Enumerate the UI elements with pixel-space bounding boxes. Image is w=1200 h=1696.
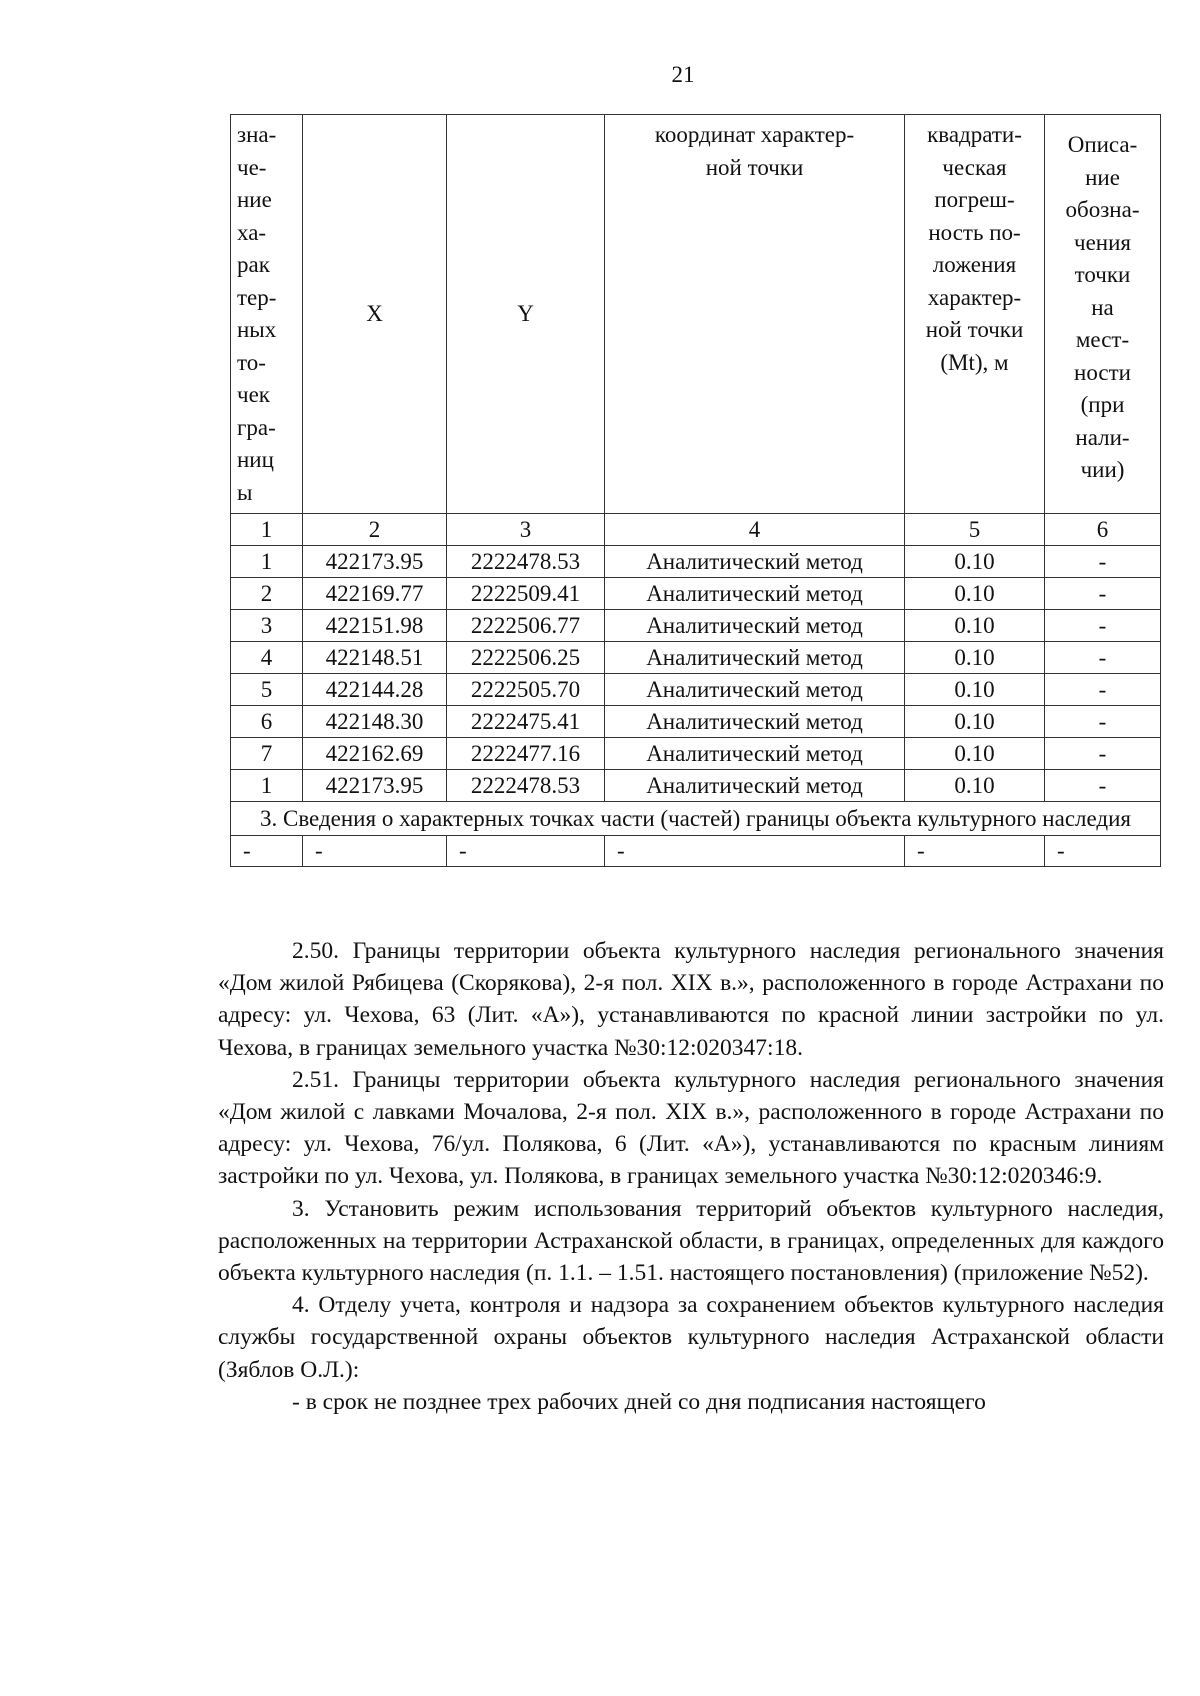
paragraph-2-51: 2.51. Границы территории объекта культурного наследия регионального значения «Дом жилой с лавками Мочалова, 2-я пол. XIX в.», расположенного в городе Астрахани по адресу: ул. Чехова, 76/ул. Полякова, 6 (Лит. «А»), устанавливаются по красным линиям застройки по ул. Чехова, ул. Полякова, в границах земельного участка №30:12:020346:9. (218, 1066, 1164, 1190)
header-cell-description: Описа- ние обозна- чения точки на мест- ности (при нали- чии) (1045, 115, 1161, 514)
method: Аналитический метод (605, 738, 905, 770)
y-coordinate: 2222509.41 (447, 578, 605, 610)
table-row (231, 578, 1161, 610)
header-cell-method: координат характер- ной точки (605, 115, 905, 514)
point-number: 1 (231, 546, 303, 578)
column-number: 3 (447, 514, 605, 546)
table-row (231, 706, 1161, 738)
paragraph-2-50: 2.50. Границы территории объекта культурного наследия регионального значения «Дом жилой Рябицева (Скорякова), 2-я пол. XIX в.», расположенного в городе Астрахани по адресу: ул. Чехова, 63 (Лит. «А»), устанавливаются по красной линии застройки по ул. Чехова, в границах земельного участка №30:12:020347:18. (218, 938, 1164, 1061)
coordinates-table-container (230, 114, 1160, 867)
accuracy: 0.10 (905, 546, 1045, 578)
description: - (1045, 770, 1161, 802)
header-cell-accuracy: квадрати- ческая погреш- ность по- ложения характер- ной точки (Mt), м (905, 115, 1045, 514)
empty-data-row (231, 836, 1161, 867)
column-number: 5 (905, 514, 1045, 546)
x-coordinate: 422144.28 (303, 674, 447, 706)
table-row (231, 642, 1161, 674)
table-row (231, 546, 1161, 578)
empty-cell: - (231, 836, 303, 867)
paragraph-4-item: - в срок не позднее трех рабочих дней со дня подписания настоящего (292, 1388, 986, 1415)
empty-cell: - (905, 836, 1045, 867)
point-number: 2 (231, 578, 303, 610)
coordinates-table (230, 114, 1161, 867)
method: Аналитический метод (605, 610, 905, 642)
method: Аналитический метод (605, 674, 905, 706)
point-number: 3 (231, 610, 303, 642)
empty-cell: - (605, 836, 905, 867)
paragraph-4: 4. Отделу учета, контроля и надзора за сохранением объектов культурного наследия службы государственной охраны объектов культурного наследия Астраханской области (Зяблов О.Л.): (218, 1292, 1164, 1383)
table-header-row (231, 115, 1161, 514)
paragraph-3: 3. Установить режим использования территорий объектов культурного наследия, расположенных на территории Астраханской области, в границах, определенных для каждого объекта культурного наследия (п. 1.1. – 1.51. настоящего постановления) (приложение №52). (218, 1195, 1164, 1287)
y-coordinate: 2222475.41 (447, 706, 605, 738)
header-cell-x: X (303, 115, 447, 514)
accuracy: 0.10 (905, 674, 1045, 706)
x-coordinate: 422148.51 (303, 642, 447, 674)
y-coordinate: 2222477.16 (447, 738, 605, 770)
table-row (231, 770, 1161, 802)
x-coordinate: 422173.95 (303, 546, 447, 578)
table-row (231, 674, 1161, 706)
y-coordinate: 2222478.53 (447, 546, 605, 578)
column-number: 2 (303, 514, 447, 546)
header-cell-point-designation: зна- че- ние ха- рак тер- ных то- чек гра- ниц ы (231, 115, 303, 514)
y-coordinate: 2222506.77 (447, 610, 605, 642)
method: Аналитический метод (605, 770, 905, 802)
column-number-row (231, 514, 1161, 546)
empty-cell: - (1045, 836, 1161, 867)
method: Аналитический метод (605, 706, 905, 738)
section-title: 3. Сведения о характерных точках части (частей) границы объекта культурного наследия (231, 802, 1161, 836)
accuracy: 0.10 (905, 770, 1045, 802)
y-coordinate: 2222478.53 (447, 770, 605, 802)
x-coordinate: 422148.30 (303, 706, 447, 738)
column-number: 6 (1045, 514, 1161, 546)
page-number: 21 (671, 62, 695, 87)
description: - (1045, 578, 1161, 610)
description: - (1045, 706, 1161, 738)
body-text (218, 935, 1164, 1418)
description: - (1045, 642, 1161, 674)
point-number: 7 (231, 738, 303, 770)
description: - (1045, 546, 1161, 578)
table-row (231, 610, 1161, 642)
point-number: 4 (231, 642, 303, 674)
column-number: 4 (605, 514, 905, 546)
x-coordinate: 422169.77 (303, 578, 447, 610)
table-row (231, 738, 1161, 770)
empty-cell: - (303, 836, 447, 867)
point-number: 5 (231, 674, 303, 706)
description: - (1045, 610, 1161, 642)
accuracy: 0.10 (905, 738, 1045, 770)
y-coordinate: 2222505.70 (447, 674, 605, 706)
accuracy: 0.10 (905, 578, 1045, 610)
header-cell-y: Y (447, 115, 605, 514)
x-coordinate: 422162.69 (303, 738, 447, 770)
method: Аналитический метод (605, 642, 905, 674)
y-coordinate: 2222506.25 (447, 642, 605, 674)
x-coordinate: 422151.98 (303, 610, 447, 642)
point-number: 1 (231, 770, 303, 802)
description: - (1045, 674, 1161, 706)
empty-cell: - (447, 836, 605, 867)
column-number: 1 (231, 514, 303, 546)
description: - (1045, 738, 1161, 770)
accuracy: 0.10 (905, 642, 1045, 674)
method: Аналитический метод (605, 546, 905, 578)
x-coordinate: 422173.95 (303, 770, 447, 802)
accuracy: 0.10 (905, 610, 1045, 642)
section-title-row (231, 802, 1161, 836)
method: Аналитический метод (605, 578, 905, 610)
point-number: 6 (231, 706, 303, 738)
accuracy: 0.10 (905, 706, 1045, 738)
